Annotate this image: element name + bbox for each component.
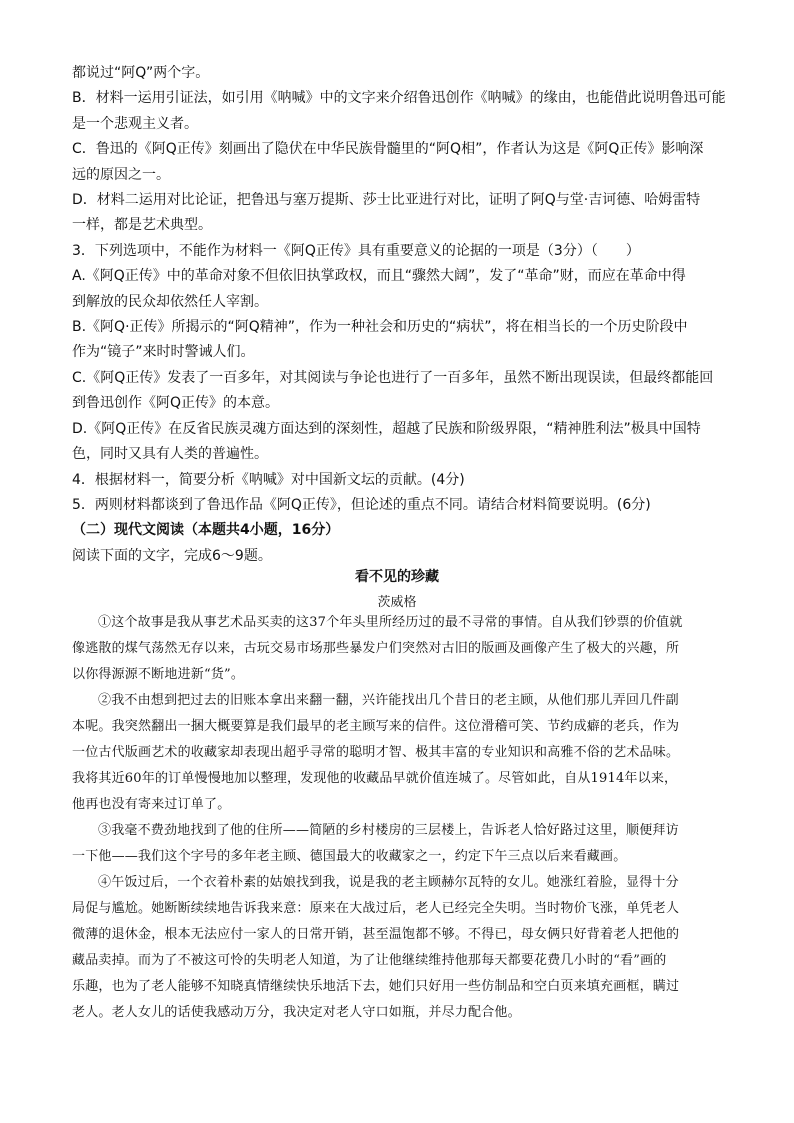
story-line: 我将其近60年的订单慢慢地加以整理，发现他的收藏品早就价值连城了。尽管如此，自从1914年以来，: [72, 771, 678, 786]
text-line: 一样，都是艺术典型。: [72, 217, 212, 234]
text-line: 是一个悲观主义者。: [72, 115, 198, 132]
story-line: 一下他——我们这个字号的多年老主顾、德国最大的收藏家之一，约定下午三点以后来看藏画。: [72, 849, 627, 864]
story-line: ②我不由想到把过去的旧账本拿出来翻一翻，兴许能找出几个昔日的老主顾，从他们那儿弄回几件副: [98, 693, 679, 708]
reading-instruction: 阅读下面的文字，完成6～9题。: [72, 547, 272, 564]
text-line: C.《阿Q正传》发表了一百多年，对其阅读与争论也进行了一百多年，虽然不断出现误读，但最终都能回: [72, 369, 714, 386]
section-heading: （二）现代文阅读（本题共4小题，16分）: [72, 522, 340, 539]
story-line: 乐趣，也为了老人能够不知晓真情继续快乐地活下去，她们只好用一些仿制品和空白页来填充画框，瞒过: [72, 979, 680, 994]
story-line: 他再也没有寄来过订单了。: [72, 797, 231, 812]
text-line: 3．下列选项中，不能作为材料一《阿Q正传》具有重要意义的论据的一项是（3分）（ ）: [72, 242, 640, 259]
text-line: B.《阿Q·正传》所揭示的“阿Q精神”，作为一种社会和历史的“病状”，将在相当长的一个历史阶段中: [72, 319, 688, 336]
story-line: ③我毫不费劲地找到了他的住所——简陋的乡村楼房的三层楼上，告诉老人恰好路过这里，顺便拜访: [98, 823, 679, 838]
text-line: 5．两则材料都谈到了鲁迅作品《阿Q正传》，但论述的重点不同。请结合材料简要说明。(6分): [72, 496, 651, 513]
text-line: A.《阿Q正传》中的革命对象不但依旧执掌政权，而且“骤然大阔”，发了“革命”财，而应在革命中得: [72, 268, 686, 285]
story-line: ①这个故事是我从事艺术品买卖的这37个年头里所经历过的最不寻常的事情。自从我们钞票的价值就: [98, 615, 683, 630]
story-title: 看不见的珍藏: [355, 569, 439, 585]
text-line: 到解放的民众却依然任人宰割。: [72, 293, 268, 310]
story-body: [72, 610, 724, 1026]
story-line: 本呢。我突然翻出一捆大概要算是我们最早的老主顾写来的信件。这位滑稽可笑、节约成癖的老兵，作为: [72, 719, 680, 734]
story-line: 局促与尴尬。她断断续续地告诉我来意：原来在大战过后，老人已经完全失明。当时物价飞涨，单凭老人: [72, 901, 680, 916]
story-line: 一位古代版画艺术的收藏家却表现出超乎寻常的聪明才智、极其丰富的专业知识和高雅不俗的艺术品味。: [72, 745, 680, 760]
story-line: ④午饭过后，一个衣着朴素的姑娘找到我，说是我的老主顾赫尔瓦特的女儿。她涨红着脸，显得十分: [98, 875, 679, 890]
story-line: 微薄的退休金，根本无法应付一家人的日常开销，甚至温饱都不够。不得已，母女俩只好背着老人把他的: [72, 927, 680, 942]
text-line: 色，同时又具有人类的普遍性。: [72, 446, 268, 463]
text-line: 都说过“阿Q”两个字。: [72, 65, 210, 81]
text-line: 到鲁迅创作《阿Q正传》的本意。: [72, 395, 280, 412]
story-line: 老人。老人女儿的话使我感动万分，我决定对老人守口如瓶，并尽力配合他。: [72, 1005, 521, 1020]
text-line: D．材料二运用对比论证，把鲁迅与塞万提斯、莎士比亚进行对比，证明了阿Q与堂·吉诃德、哈姆雷特: [72, 192, 701, 209]
question-options-block: [72, 61, 724, 569]
text-line: B．材料一运用引证法，如引用《呐喊》中的文字来介绍鲁迅创作《呐喊》的缘由，也能借此说明鲁迅可能: [72, 90, 726, 107]
text-line: 4．根据材料一，简要分析《呐喊》对中国新文坛的贡献。(4分): [72, 471, 465, 488]
story-line: 以你得源源不断地进新“货”。: [72, 667, 245, 682]
story-line: 藏品卖掉。而为了不被这可怜的失明老人知道，为了让他继续维持他那每天都要花费几小时的“看”画的: [72, 953, 667, 968]
story-line: 像逃散的煤气荡然无存以来，古玩交易市场那些暴发户们突然对古旧的版画及画像产生了极大的兴趣，所: [72, 641, 680, 656]
text-line: 作为“镜子”来时时警诫人们。: [72, 344, 255, 361]
story-author: 茨威格: [377, 595, 417, 610]
text-line: 远的原因之一。: [72, 166, 170, 183]
text-line: D.《阿Q正传》在反省民族灵魂方面达到的深刻性，超越了民族和阶级界限，“精神胜利法”极具中国特: [72, 420, 701, 437]
text-line: C．鲁迅的《阿Q正传》刻画出了隐伏在中华民族骨髓里的“阿Q相”，作者认为这是《阿Q正传》影响深: [72, 141, 704, 158]
